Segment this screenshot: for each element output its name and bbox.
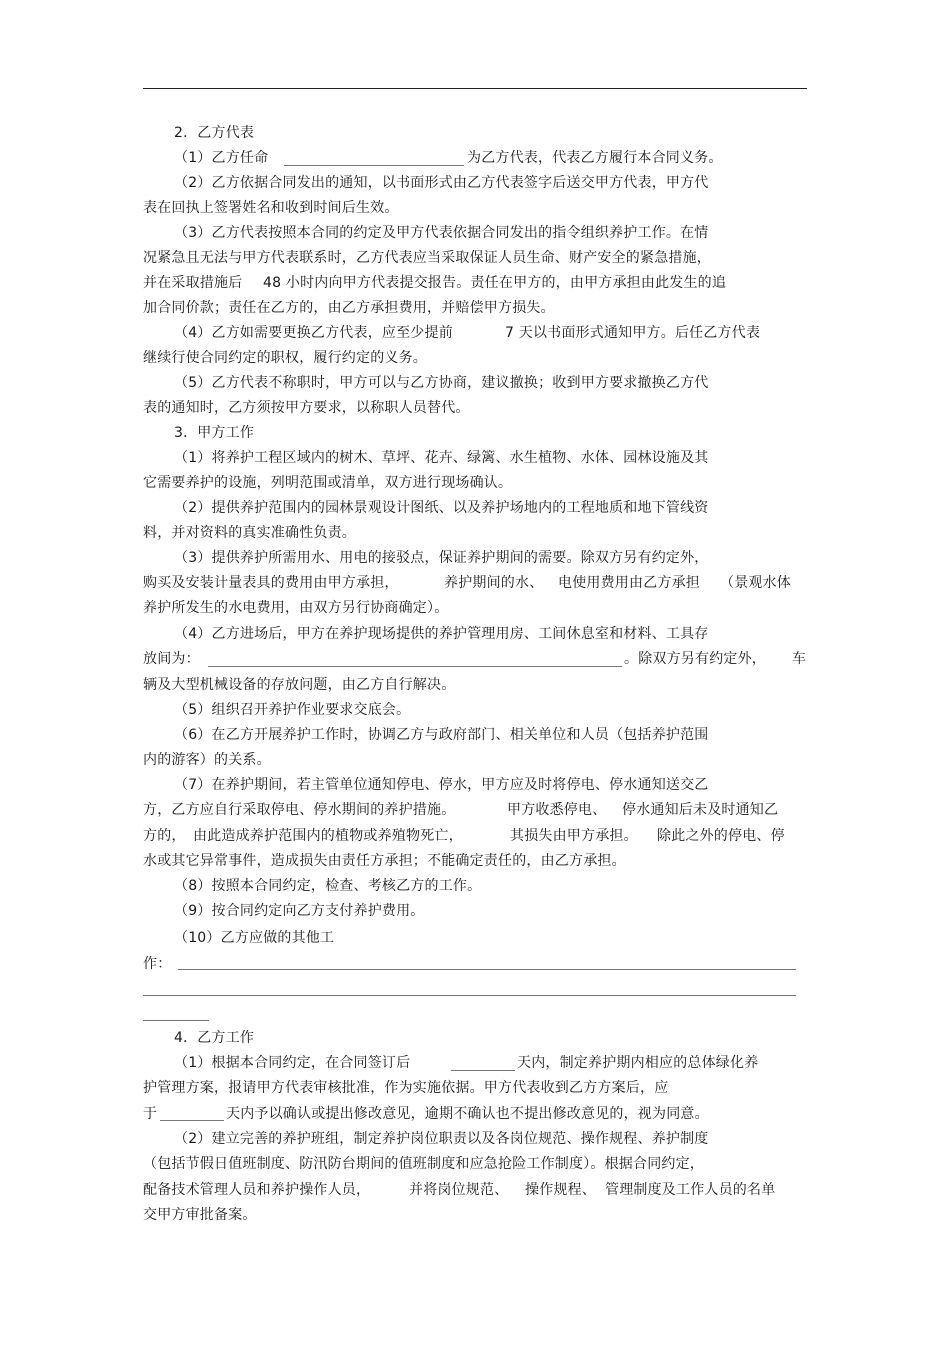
text-line: 作：: [143, 956, 172, 972]
section-heading-3: 3．甲方工作: [174, 425, 255, 441]
header-rule: [143, 88, 807, 89]
text-line: 其损失由甲方承担。: [510, 828, 638, 844]
section-heading-2: 2．乙方代表: [174, 125, 255, 141]
text-line: （3）乙方代表按照本合同的约定及甲方代表依据合同发出的指令组织养护工作。在情: [174, 225, 709, 241]
text-line: 车: [792, 651, 807, 667]
blank-field-days-2: [160, 1120, 224, 1121]
text-line: 况紧急且无法与甲方代表联系时，乙方代表应当采取保证人员生命、财产安全的紧急措施，: [143, 250, 711, 266]
text-line: （5）乙方代表不称职时，甲方可以与乙方协商，建议撤换；收到甲方要求撤换乙方代: [174, 375, 709, 391]
text-line: 配备技术管理人员和养护操作人员，: [143, 1182, 371, 1198]
text-line: 它需要养护的设施，列明范围或清单，双方进行现场确认。: [143, 475, 513, 491]
text-line: 为乙方代表，代表乙方履行本合同义务。: [467, 150, 723, 166]
text-line: （4）乙方进场后，甲方在养护现场提供的养护管理用房、工间休息室和材料、工具存: [174, 626, 709, 642]
text-line: 48 小时内向甲方代表提交报告。责任在甲方的，由甲方承担由此发生的追: [263, 275, 727, 291]
text-line: （6）在乙方开展养护工作时，协调乙方与政府部门、相关单位和人员（包括养护范围: [174, 727, 709, 743]
text-line: （10）乙方应做的其他工: [174, 930, 335, 946]
text-line: （景观水体: [720, 575, 791, 591]
blank-field-representative: [284, 165, 464, 166]
text-line: 电使用费用由乙方承担: [558, 575, 700, 591]
text-line: 由此造成养护范围内的植物或养殖物死亡，: [193, 828, 463, 844]
text-line: 甲方收悉停电、: [507, 802, 607, 818]
text-line: 内的游客）的关系。: [143, 752, 271, 768]
blank-field-other-work-1: [178, 969, 796, 970]
text-line: 并将岗位规范、: [409, 1182, 509, 1198]
text-line: 放间为：: [143, 651, 200, 667]
text-line: 表在回执上签署姓名和收到时间后生效。: [143, 200, 399, 216]
text-line: 操作规程、: [525, 1182, 596, 1198]
text-line: 方，乙方应自行采取停电、停水期间的养护措施。: [143, 802, 456, 818]
text-line: 加合同价款；责任在乙方的，由乙方承担费用，并赔偿甲方损失。: [143, 300, 555, 316]
text-line: 停水通知后未及时通知乙: [622, 802, 779, 818]
text-line: （1）将养护工程区域内的树木、草坪、花卉、绿篱、水生植物、水体、园林设施及其: [174, 450, 709, 466]
text-line: 继续行使合同约定的职权，履行约定的义务。: [143, 350, 427, 366]
text-line: （1）乙方任命: [174, 150, 269, 166]
text-line: 于: [143, 1106, 158, 1122]
text-line: 并在采取措施后: [143, 275, 243, 291]
text-line: （4）乙方如需要更换乙方代表，应至少提前: [174, 325, 453, 341]
text-line: （2）建立完善的养护班组，制定养护岗位职责以及各岗位规范、操作规程、养护制度: [174, 1131, 709, 1147]
text-line: 方的，: [143, 828, 186, 844]
text-line: 水或其它异常事件，造成损失由责任方承担；不能确定责任的，由乙方承担。: [143, 853, 626, 869]
text-line: 护管理方案，报请甲方代表审核批准，作为实施依据。甲方代表收到乙方方案后，应: [143, 1080, 669, 1096]
text-line: 料，并对资料的真实准确性负责。: [143, 525, 356, 541]
text-line: 表的通知时，乙方须按甲方要求，以称职人员替代。: [143, 400, 470, 416]
text-line: 管理制度及工作人员的名单: [605, 1182, 776, 1198]
blank-field-other-work-3: [143, 1020, 209, 1021]
text-line: （9）按合同约定向乙方支付养护费用。: [174, 903, 425, 919]
text-line: （3）提供养护所需用水、用电的接驳点，保证养护期间的需要。除双方另有约定外，: [174, 550, 709, 566]
text-line: 7 天以书面形式通知甲方。后任乙方代表: [505, 325, 761, 341]
text-line: 天内，制定养护期内相应的总体绿化养: [517, 1055, 759, 1071]
text-line: （2）乙方依据合同发出的通知，以书面形式由乙方代表签字后送交甲方代表，甲方代: [174, 175, 709, 191]
text-line: 辆及大型机械设备的存放问题，由乙方自行解决。: [143, 677, 456, 693]
blank-field-storage-room: [208, 666, 622, 667]
text-line: 养护所发生的水电费用，由双方另行协商确定）。: [143, 600, 449, 616]
text-line: （1）根据本合同约定，在合同签订后: [174, 1055, 411, 1071]
blank-field-other-work-2: [143, 995, 796, 996]
text-line: 养护期间的水、: [444, 575, 544, 591]
text-line: 交甲方审批备案。: [143, 1207, 257, 1223]
text-line: （包括节假日值班制度、防汛防台期间的值班制度和应急抢险工作制度）。根据合同约定，: [143, 1156, 704, 1172]
text-line: （2）提供养护范围内的园林景观设计图纸、以及养护场地内的工程地质和地下管线资: [174, 500, 709, 516]
section-heading-4: 4．乙方工作: [174, 1030, 255, 1046]
text-line: 天内予以确认或提出修改意见，逾期不确认也不提出修改意见的，视为同意。: [226, 1106, 709, 1122]
text-line: 除此之外的停电、停: [657, 828, 785, 844]
text-line: 。除双方另有约定外，: [624, 651, 766, 667]
blank-field-days-1: [451, 1070, 515, 1071]
text-line: 购买及安装计量表具的费用由甲方承担，: [143, 575, 399, 591]
text-line: （8）按照本合同约定，检查、考核乙方的工作。: [174, 878, 482, 894]
text-line: （7）在养护期间，若主管单位通知停电、停水，甲方应及时将停电、停水通知送交乙: [174, 777, 709, 793]
text-line: （5）组织召开养护作业要求交底会。: [174, 702, 411, 718]
